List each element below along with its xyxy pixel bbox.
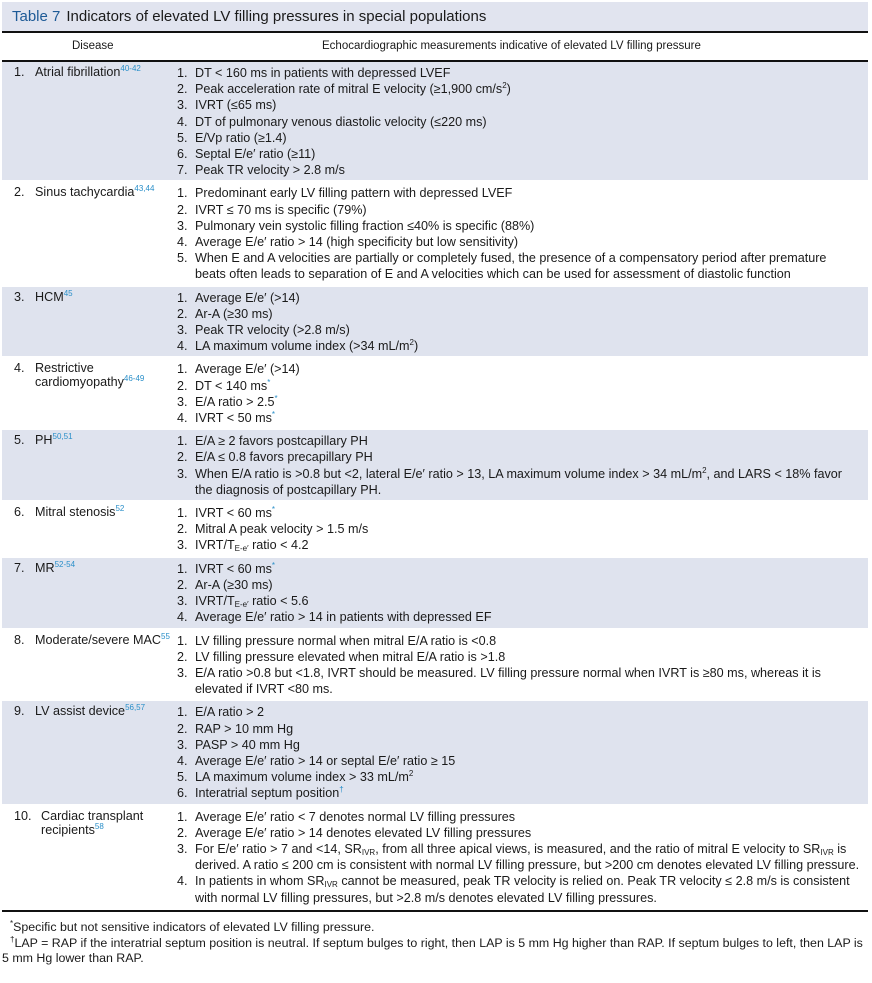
item-text-segment: is derived. A ratio ≤ 200 cm is consistent with normal LV filling pressure, but >200 cm denotes elevated LV filling pressure. [195, 841, 860, 873]
disease-name [35, 361, 177, 426]
reference-superscript[interactable]: 55 [161, 631, 170, 641]
reference-superscript[interactable]: 58 [94, 821, 104, 831]
footnote-text: Specific but not sensitive indicators of elevated LV filling pressure. [13, 920, 375, 934]
measurement-item [177, 410, 860, 426]
disease-number: 7. [14, 560, 25, 575]
table-header [2, 33, 868, 60]
item-text-segment: IVRT/T [195, 538, 235, 553]
subscript: E-e′ [234, 544, 249, 554]
footnote-mark: † [10, 934, 15, 944]
measurement-item [177, 361, 860, 377]
item-text [195, 721, 860, 737]
measurements-cell [177, 704, 868, 801]
disease-label: Atrial fibrillation [35, 65, 121, 79]
item-text [195, 146, 860, 162]
measurement-item [177, 185, 860, 201]
item-text-segment: ratio < 4.2 [248, 538, 309, 553]
item-text-segment: In patients in whom SR [195, 874, 325, 889]
item-text-segment: When E/A ratio is >0.8 but <2, lateral E/e′ ratio > 13, LA maximum volume index > 34 mL/m [195, 466, 703, 481]
item-text-segment: , and LARS < 18% favor the diagnosis of postcapillary PH. [195, 466, 842, 497]
measurements-cell [177, 561, 868, 626]
item-text-segment: Pulmonary vein systolic filling fraction ≤40% is specific (88%) [195, 218, 535, 233]
item-number: 2. [177, 202, 188, 217]
disease-cell [2, 185, 177, 282]
item-number: 1. [177, 633, 188, 648]
measurement-item [177, 114, 860, 130]
item-number: 4. [177, 610, 188, 625]
measurement-item [177, 737, 860, 753]
measurement-item [177, 378, 860, 394]
disease-label: LV assist device [35, 704, 126, 719]
item-text-segment: For E/e′ ratio > 7 and <14, SR [195, 841, 362, 856]
measurement-item [177, 649, 860, 665]
item-number: 3. [177, 737, 188, 752]
disease-cell [2, 704, 177, 801]
item-number: 4. [177, 235, 188, 250]
item-number: 1. [177, 809, 188, 824]
item-text [195, 737, 860, 753]
disease-label: Sinus tachycardia [35, 185, 135, 200]
measurement-item [177, 97, 860, 113]
disease-label: MR [35, 560, 55, 575]
item-number: 2. [177, 522, 188, 537]
item-text [195, 130, 860, 146]
disease-number: 6. [14, 505, 25, 520]
item-number: 3. [177, 466, 188, 481]
item-text-segment: Ar-A (≥30 ms) [195, 577, 273, 592]
item-number: 2. [177, 378, 188, 393]
item-text [195, 65, 860, 81]
reference-superscript[interactable]: 52 [115, 504, 125, 514]
footnote-text: LAP = RAP if the interatrial septum position is neutral. If septum bulges to right, then LAP is 5 mm Hg higher than RAP. If septum bulges to left, then LAP is 5 mm Hg lower than RAP. [2, 935, 863, 965]
table-row [2, 701, 868, 805]
disease-label: Moderate/severe MAC [35, 632, 161, 647]
item-text-segment: DT < 160 ms in patients with depressed LVEF [195, 66, 451, 80]
item-text [195, 306, 860, 322]
measurement-item [177, 561, 860, 577]
disease-cell [2, 633, 177, 698]
table-row [2, 558, 868, 630]
disease-number: 3. [14, 289, 25, 304]
measurement-item [177, 218, 860, 234]
item-text-segment: LA maximum volume index > 33 mL/m [195, 770, 409, 785]
item-text-segment: E/Vp ratio (≥1.4) [195, 130, 287, 145]
measurement-item [177, 665, 860, 697]
item-text-segment: Average E/e′ ratio < 7 denotes normal LV filling pressures [195, 809, 516, 824]
reference-superscript[interactable]: 50,51 [52, 432, 73, 442]
item-number: 3. [177, 323, 188, 338]
item-text [195, 162, 860, 178]
table-row [2, 182, 868, 286]
table-row [2, 806, 868, 910]
disease-cell [2, 561, 177, 626]
footnote-marker: * [274, 393, 278, 403]
disease-label: Restrictive cardiomyopathy [35, 361, 124, 390]
item-text-segment: Average E/e′ (>14) [195, 362, 300, 377]
reference-superscript[interactable]: 43,44 [134, 184, 155, 194]
measurement-item [177, 234, 860, 250]
measurement-item [177, 250, 860, 282]
measurement-item [177, 466, 860, 498]
column-header-disease: Disease [72, 40, 114, 52]
item-number: 3. [177, 538, 188, 553]
footnote-marker: * [267, 377, 271, 387]
item-number: 4. [177, 114, 188, 129]
item-text-segment: IVRT < 50 ms [195, 411, 272, 426]
item-text-segment: Predominant early LV filling pattern with depressed LVEF [195, 186, 513, 201]
item-number: 3. [177, 665, 188, 680]
item-text [195, 537, 860, 553]
item-text [195, 825, 860, 841]
reference-superscript[interactable]: 45 [63, 288, 73, 298]
disease-number: 9. [14, 704, 25, 719]
item-text-segment: E/A ≥ 2 favors postcapillary PH [195, 434, 368, 449]
item-number: 3. [177, 841, 188, 856]
footnote-marker: † [339, 785, 344, 795]
item-text [195, 290, 860, 306]
measurements-cell [177, 361, 868, 426]
item-number: 2. [177, 450, 188, 465]
item-text [195, 361, 860, 377]
item-text-segment: Average E/e′ ratio > 14 denotes elevated LV filling pressures [195, 825, 532, 840]
item-text-segment: LA maximum volume index (>34 mL/m [195, 339, 410, 354]
item-number: 1. [177, 66, 188, 80]
disease-cell [2, 65, 177, 178]
measurement-item [177, 537, 860, 553]
footnotes [2, 920, 868, 967]
item-text [195, 218, 860, 234]
table-row [2, 430, 868, 502]
item-text-segment: Average E/e′ ratio > 14 in patients with depressed EF [195, 610, 492, 625]
measurement-item [177, 322, 860, 338]
measurement-item [177, 394, 860, 410]
subscript: IVR [324, 880, 338, 890]
table-row [2, 287, 868, 359]
item-number: 4. [177, 753, 188, 768]
item-number: 2. [177, 721, 188, 736]
measurement-item [177, 505, 860, 521]
disease-cell [2, 505, 177, 554]
measurement-item [177, 577, 860, 593]
measurement-item [177, 81, 860, 97]
measurement-item [177, 704, 860, 720]
measurement-item [177, 146, 860, 162]
item-text-segment: E/A ratio >0.8 but <1.8, IVRT should be measured. LV filling pressure normal when IVRT is ≥80 ms, whereas it is elevated if IVRT <80 ms. [195, 665, 821, 697]
disease-label: PH [35, 433, 53, 448]
item-text [195, 633, 860, 649]
item-number: 3. [177, 594, 188, 609]
item-text-segment: DT < 140 ms [195, 378, 268, 393]
item-text-segment: , from all three apical views, is measured, and the ratio of mitral E velocity to SR [375, 841, 821, 856]
item-text [195, 769, 860, 785]
table-row [2, 62, 868, 182]
item-number: 3. [177, 98, 188, 113]
measurement-item [177, 825, 860, 841]
item-number: 1. [177, 561, 188, 576]
disease-name [35, 704, 145, 801]
disease-label: Cardiac transplant recipients [41, 808, 144, 837]
disease-number: 4. [14, 361, 25, 376]
disease-number: 1. [14, 65, 25, 79]
item-text [195, 250, 860, 282]
item-text [195, 873, 860, 905]
subscript: IVR [820, 847, 834, 857]
measurements-cell [177, 185, 868, 282]
item-text-segment: Peak TR velocity (>2.8 m/s) [195, 323, 350, 338]
item-text [195, 234, 860, 250]
item-text-segment: ratio < 5.6 [248, 594, 309, 609]
disease-label: Mitral stenosis [35, 505, 116, 520]
reference-superscript[interactable]: 40-42 [120, 64, 141, 73]
item-text-segment: E/A ratio > 2.5 [195, 394, 275, 409]
item-number: 3. [177, 394, 188, 409]
column-header-measurements: Echocardiographic measurements indicative of elevated LV filling pressure [322, 40, 701, 52]
item-text [195, 593, 860, 609]
superscript: 2 [408, 769, 414, 779]
table-title-bar [2, 2, 868, 31]
item-text [195, 394, 860, 410]
disease-name [35, 65, 141, 178]
subscript: IVR [361, 847, 376, 857]
item-number: 5. [177, 251, 188, 266]
measurements-cell [177, 290, 868, 355]
measurements-cell [177, 633, 868, 698]
item-number: 4. [177, 874, 188, 889]
measurement-item [177, 521, 860, 537]
item-text-segment: Septal E/e′ ratio (≥11) [195, 147, 316, 162]
table-row [2, 358, 868, 430]
item-text [195, 433, 860, 449]
superscript: 2 [502, 81, 507, 91]
disease-cell [2, 433, 177, 498]
item-text [195, 809, 860, 825]
superscript: 2 [702, 465, 707, 475]
measurement-item [177, 306, 860, 322]
measurement-item [177, 162, 860, 178]
measurement-item [177, 721, 860, 737]
item-text [195, 378, 860, 394]
item-text [195, 505, 860, 521]
item-number: 2. [177, 825, 188, 840]
disease-cell [2, 809, 177, 906]
item-text-segment: Interatrial septum position [195, 786, 340, 801]
measurement-item [177, 609, 860, 625]
item-text-segment: Peak acceleration rate of mitral E velocity (≥1,900 cm/s [195, 82, 503, 97]
disease-name [35, 633, 170, 698]
measurement-item [177, 873, 860, 905]
item-text-segment: ) [506, 82, 511, 97]
disease-name [35, 433, 73, 498]
table-title: Indicators of elevated LV filling pressures in special populations [66, 8, 487, 25]
item-text [195, 649, 860, 665]
reference-superscript[interactable]: 56,57 [125, 703, 146, 713]
item-text [195, 466, 860, 498]
measurement-item [177, 449, 860, 465]
table-body [2, 62, 868, 910]
disease-number: 5. [14, 433, 25, 448]
item-text-segment: Average E/e′ ratio > 14 or septal E/e′ ratio ≥ 15 [195, 753, 456, 768]
item-number: 1. [177, 362, 188, 377]
reference-superscript[interactable]: 46-49 [123, 374, 145, 384]
item-text [195, 704, 860, 720]
item-text-segment: IVRT < 60 ms [195, 561, 272, 576]
measurement-item [177, 433, 860, 449]
measurement-item [177, 338, 860, 354]
disease-number: 10. [14, 808, 32, 823]
item-number: 6. [177, 786, 188, 801]
item-text-segment: Peak TR velocity > 2.8 m/s [195, 163, 345, 178]
item-text [195, 338, 860, 354]
item-number: 6. [177, 147, 188, 162]
measurements-cell [177, 65, 868, 178]
item-text [195, 449, 860, 465]
superscript: 2 [409, 338, 414, 348]
item-text-segment: PASP > 40 mm Hg [195, 737, 300, 752]
measurement-item [177, 130, 860, 146]
measurement-item [177, 290, 860, 306]
subscript: E-e′ [234, 600, 249, 610]
disease-name [35, 561, 75, 626]
item-text [195, 114, 860, 130]
measurements-cell [177, 505, 868, 554]
bottom-rule [2, 910, 868, 912]
item-text [195, 202, 860, 218]
item-number: 1. [177, 506, 188, 521]
item-number: 4. [177, 339, 188, 354]
measurement-item [177, 633, 860, 649]
disease-number: 2. [14, 185, 25, 200]
item-text [195, 185, 860, 201]
table-number: Table 7 [12, 8, 61, 25]
item-text-segment: E/A ratio > 2 [195, 705, 264, 720]
table-row [2, 502, 868, 558]
item-text-segment: IVRT < 60 ms [195, 506, 272, 521]
item-text [195, 785, 860, 801]
item-number: 1. [177, 434, 188, 449]
footnote-marker: * [271, 560, 276, 570]
item-text [195, 665, 860, 697]
measurements-cell [177, 809, 868, 906]
item-number: 1. [177, 186, 188, 201]
measurement-item [177, 841, 860, 873]
item-text [195, 81, 860, 97]
item-text-segment: IVRT/T [195, 594, 235, 609]
table-row [2, 630, 868, 702]
item-number: 2. [177, 577, 188, 592]
item-text-segment: Mitral A peak velocity > 1.5 m/s [195, 522, 369, 537]
item-number: 4. [177, 411, 188, 426]
item-number: 1. [177, 290, 188, 305]
disease-number: 8. [14, 632, 25, 647]
item-text [195, 577, 860, 593]
disease-cell [2, 290, 177, 355]
item-text [195, 521, 860, 537]
item-text-segment: Average E/e′ (>14) [195, 290, 300, 305]
disease-name [35, 505, 124, 554]
reference-superscript[interactable]: 52-54 [54, 559, 76, 569]
item-text [195, 753, 860, 769]
measurement-item [177, 202, 860, 218]
item-number: 3. [177, 218, 188, 233]
item-number: 2. [177, 649, 188, 664]
item-number: 2. [177, 306, 188, 321]
measurement-item [177, 809, 860, 825]
measurements-cell [177, 433, 868, 498]
item-text-segment: Average E/e′ ratio > 14 (high specificity but low sensitivity) [195, 235, 519, 250]
disease-cell [2, 361, 177, 426]
disease-label: HCM [35, 289, 64, 304]
item-text-segment: IVRT ≤ 70 ms is specific (79%) [195, 202, 367, 217]
item-number: 7. [177, 163, 188, 178]
item-number: 5. [177, 770, 188, 785]
measurement-item [177, 769, 860, 785]
item-text-segment: Ar-A (≥30 ms) [195, 306, 273, 321]
item-number: 1. [177, 705, 188, 720]
item-text-segment: E/A ≤ 0.8 favors precapillary PH [195, 450, 373, 465]
item-text-segment: When E and A velocities are partially or completely fused, the presence of a compensatory period after premature beats often leads to separation of E and A velocities which can be used for assessment of diastolic function [195, 251, 827, 282]
item-text-segment: RAP > 10 mm Hg [195, 721, 294, 736]
footnote-specific [2, 920, 868, 936]
measurement-item [177, 785, 860, 801]
disease-name [41, 809, 177, 906]
item-text [195, 97, 860, 113]
measurement-item [177, 753, 860, 769]
measurement-item [177, 65, 860, 81]
disease-name [35, 290, 73, 355]
item-text-segment: IVRT (≤65 ms) [195, 98, 277, 113]
item-number: 5. [177, 130, 188, 145]
disease-name [35, 185, 154, 282]
item-text-segment: ) [413, 339, 419, 354]
item-text [195, 609, 860, 625]
item-text-segment: LV filling pressure normal when mitral E/A ratio is <0.8 [195, 633, 497, 648]
footnote-marker: * [271, 505, 276, 515]
item-text [195, 561, 860, 577]
item-text [195, 322, 860, 338]
footnote-mark: * [10, 919, 14, 928]
item-text-segment: DT of pulmonary venous diastolic velocity (≤220 ms) [195, 114, 487, 129]
measurement-item [177, 593, 860, 609]
item-text [195, 410, 860, 426]
footnote-marker: * [271, 410, 276, 420]
item-number: 2. [177, 82, 188, 97]
item-text [195, 841, 860, 873]
footnote-lap [2, 936, 868, 967]
item-text-segment: LV filling pressure elevated when mitral E/A ratio is >1.8 [195, 649, 506, 664]
item-text-segment: cannot be measured, peak TR velocity is relied on. Peak TR velocity ≤ 2.8 m/s is consistent with normal LV filling pressures, but >2.8 m/s denotes elevated LV filling pressures. [195, 874, 850, 905]
